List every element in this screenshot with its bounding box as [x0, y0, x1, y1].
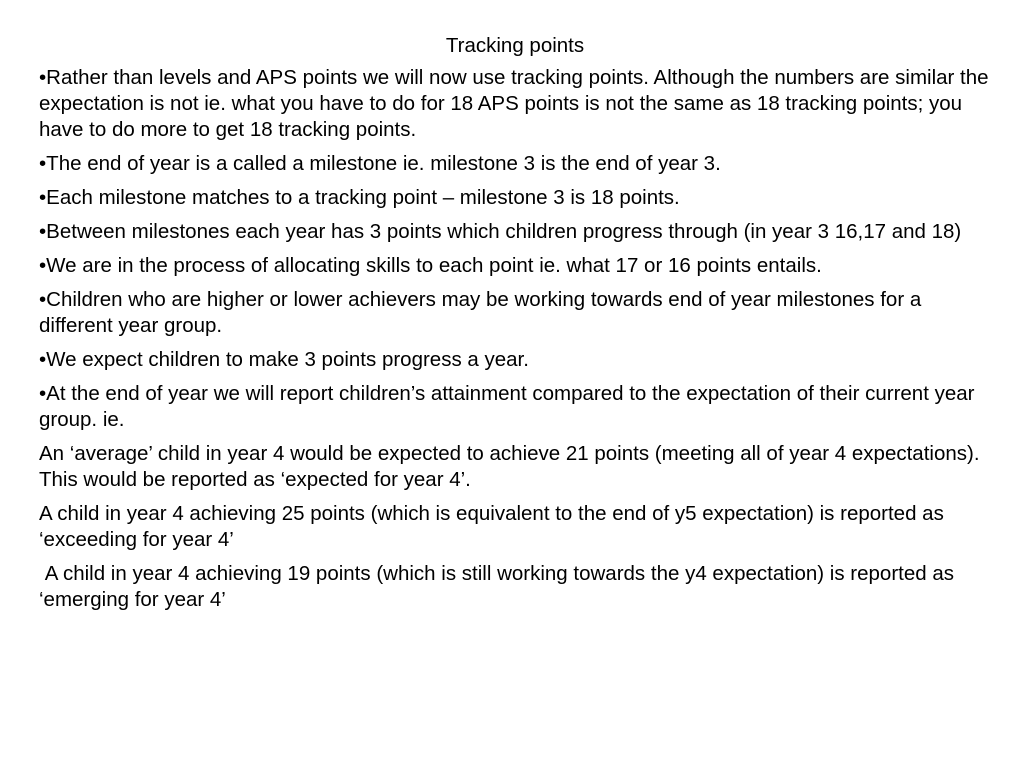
bullet-points-between-milestones: •Between milestones each year has 3 points which children progress through (in year 3 16,17 and 18)	[39, 220, 962, 243]
slide-content	[39, 33, 991, 621]
bullet-higher-lower-achievers: •Children who are higher or lower achievers may be working towards end of year milestones for a different year group.	[39, 288, 922, 337]
slide-title: Tracking points	[445, 34, 585, 57]
bullet-milestone-points: •Each milestone matches to a tracking point – milestone 3 is 18 points.	[39, 186, 680, 209]
bullet-allocating-skills: •We are in the process of allocating skills to each point ie. what 17 or 16 points entails.	[39, 254, 822, 277]
bullet-expected-progress: •We expect children to make 3 points progress a year.	[39, 348, 529, 371]
bullet-milestone-definition: •The end of year is a called a milestone ie. milestone 3 is the end of year 3.	[39, 152, 721, 175]
paragraph-exceeding-example: A child in year 4 achieving 25 points (which is equivalent to the end of y5 expectation) is reported as ‘exceeding for year 4’	[39, 502, 944, 551]
paragraph-expected-example: An ‘average’ child in year 4 would be expected to achieve 21 points (meeting all of year 4 expectations). This would be reported as ‘expected for year 4’.	[39, 442, 980, 491]
paragraph-emerging-example: A child in year 4 achieving 19 points (which is still working towards the y4 expectation) is reported as ‘emerging for year 4’	[39, 562, 960, 611]
bullet-tracking-points-intro: •Rather than levels and APS points we will now use tracking points. Although the numbers are similar the expectation is not ie. what you have to do for 18 APS points is not the same as 18 tracking points; you have to do more to get 18 tracking points.	[39, 66, 989, 141]
bullet-end-of-year-report: •At the end of year we will report children’s attainment compared to the expectation of their current year group. ie.	[39, 382, 975, 431]
